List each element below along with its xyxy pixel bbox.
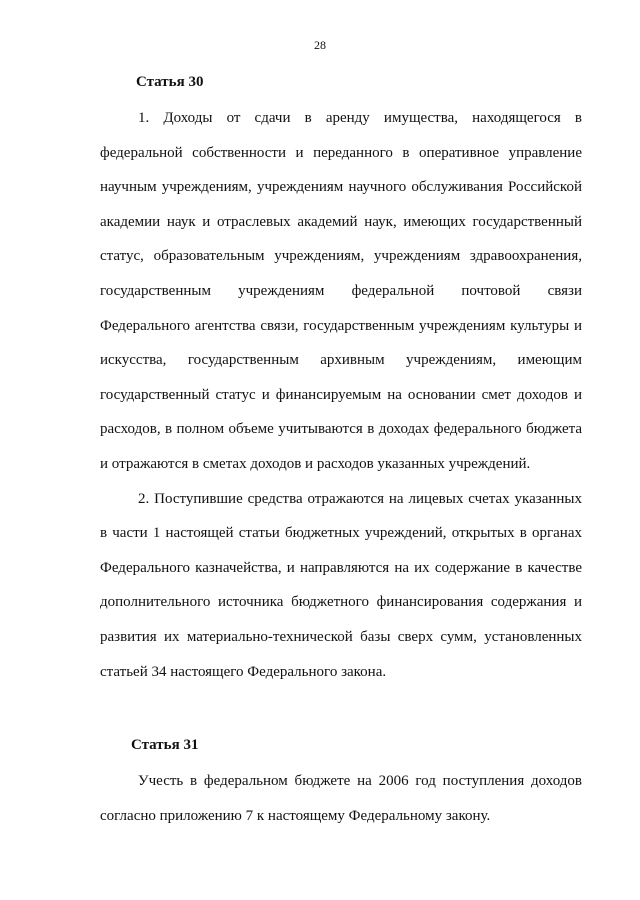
article-31-heading: Статья 31	[131, 737, 199, 754]
page-number: 28	[314, 38, 326, 52]
section-spacer	[100, 689, 582, 737]
article-30	[100, 74, 582, 689]
document-body	[100, 62, 582, 833]
article-30-paragraph-1: 1. Доходы от сдачи в аренду имущества, находящегося в федеральной собственности и переданного в оперативное управление научным учреждениям, учреждениям научного обслуживания Российской академии наук и отраслевых академий наук, имеющих государственный статус, образовательным учреждениям, учреждениям здравоохранения, государственным учреждениям федеральной почтовой связи Федерального агентства связи, государственным учреждениям культуры и искусства, государственным архивным учреждениям, имеющим государственный статус и финансируемым на основании смет доходов и расходов, в полном объеме учитываются в доходах федерального бюджета и отражаются в сметах доходов и расходов указанных учреждений.	[100, 110, 582, 472]
article-31	[100, 737, 582, 833]
article-31-paragraph-1: Учесть в федеральном бюджете на 2006 год поступления доходов согласно приложению 7 к настоящему Федеральному закону.	[100, 773, 582, 824]
article-30-paragraph-2: 2. Поступившие средства отражаются на лицевых счетах указанных в части 1 настоящей статьи бюджетных учреждений, открытых в органах Федерального казначейства, и направляются на их содержание в качестве дополнительного источника бюджетного финансирования содержания и развития их материально-технической базы сверх сумм, установленных статьей 34 настоящего Федерального закона.	[100, 490, 582, 680]
article-30-heading: Статья 30	[136, 74, 204, 90]
